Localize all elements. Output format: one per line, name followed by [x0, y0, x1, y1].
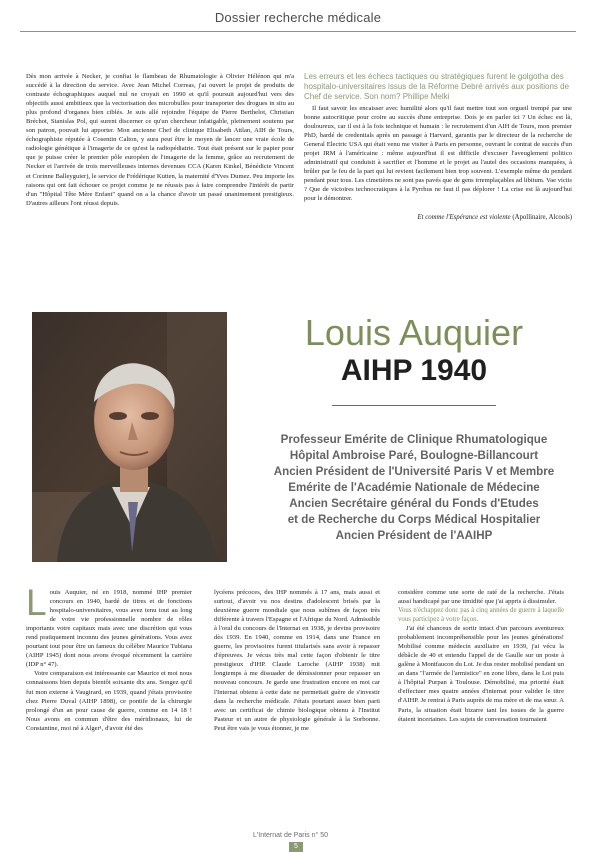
pullquote: Les erreurs et les échecs tactiques ou stratégiques furent le golgotha des hospitalo-universitaires issus de la Réforme Debré arrivés aux positions de Chef de service. Son nom? Phillipe Melki	[304, 72, 570, 101]
profile-titles	[232, 432, 596, 544]
top-right-paragraph: Il faut savoir les encaisser avec humilité alors qu'il faut mettre tout son orgueil trempé par une bonne autocritique pour croire au succès d'une entreprise. Dois je en parler ici ? Un échec est là, douloureux, car il est à la fois technique et humain : le recrutement d'un AIH de Tours, mon premier PhD, bardé de credentials après un passage à Harvard, garantis par le directeur de la recherche de General Electric USA qui était venu me visiter à Paris en personne, ouvrant le contrat de succès d'un projet IRM à l'américaine : même aujourd'hui il est difficile d'excuser l'aveuglement politico administratif qui conduisit à sacrifier et l'homme et le projet au l'autel des occasions manquées, à brûler par le feu de la part qui lui revient facilement bien trop souvent. L'exemple même du pendant pendant pour tous. Les cimetières ne sont pas pavés que de gens irremplaçables ad libitum. Vae victis ? Que de victoires technocratiques à la Pyrrhus ne faut il pas déplorer ! La crise est là aujourd'hui pour le démontrer.	[304, 105, 572, 203]
interview-paragraph: J'ai été chanceux de sortir intact d'un parcours aventureux probablement incompréhensible pour les jeunes générations! Mobilisé comme médecin auxiliaire en 1939, j'ai vécu la débâcle de 40 et entendu l'appel de de Gaulle sur un poste à galène à Montfaucon du Lot. Je dus rester mobilisé pendant un an dans "l'armée de l'armistice" en zone libre, dans le Lot puis à l'hôpital Purpan à Toulouse. Démobilisé, ma priorité était d'effectuer mes quatre années d'internat pour valider le titre d'AIHP. Je rentrai à Paris auprès de ma mère et de ma sœur. A Paris, la situation était bizarre tant les issues de la guerre étaient incertaines. Les sujets de conversation tournaient	[398, 625, 564, 723]
quote-attribution	[304, 213, 572, 222]
profile-title-line: et de Recherche du Corps Médical Hospitalier	[287, 513, 541, 526]
profile-title-line: Ancien Président de l'AAIHP	[335, 529, 493, 542]
journal-name: L'Internat de Paris n° 50	[253, 832, 328, 839]
profile-title-line: Hôpital Ambroise Paré, Boulogne-Billancourt	[289, 449, 539, 462]
bottom-column-2	[214, 588, 380, 733]
portrait-illustration	[32, 312, 227, 562]
drop-cap: L	[26, 582, 47, 623]
page-number: 5	[289, 842, 303, 852]
profile-aihp: AIHP 1940	[340, 354, 488, 387]
top-right-column	[304, 72, 572, 222]
interview-paragraph: lycéens précoces, des IHP nommés à 17 ans, mais aussi et surtout, d'avoir vu nos destins d'adolescent brisés par la deuxième guerre mondiale que nous subîmes de façon très différente à travers l'Espagne et l'Afrique du Nord. Admissible à l'oral du concours de l'Internat en 1938, je devins provisoire dès 1939. En 1940, comme en 1914, dans une France en guerre, les provisoires furent titularisés sans avoir à repasser d'épreuves. Je vécus très mal cette façon d'obtenir le titre prestigieux d'IHP. Claude Laroche (AIHP 1938) mit longtemps à me dissuader de démissionner pour repasser un nouveau concours. Je garde une frustration encore en moi car l'Internat obtenu à cette date ne permettait guère de s'investir dans la recherche médicale. J'étais pourtant assez bien parti avec un certificat de chimie biologique obtenu à l'Institut Pasteur et un autre de physiologie générale à la Sorbonne. Peut être vais je vous étonner, je me	[214, 589, 380, 732]
section-header: Dossier recherche médicale	[214, 10, 382, 25]
profile-title-line: Professeur Emérite de Clinique Rhumatologique	[280, 433, 548, 446]
bottom-column-3	[398, 588, 564, 724]
top-left-column	[26, 72, 294, 208]
interview-paragraph: Votre comparaison est intéressante car Maurice et moi nous connaissons bien depuis bientôt soixante dix ans. Songez qu'il fut mon externe à Vaugirard, en 1939, quand j'étais provisoire chez Pierre Duval (AIHP 1898), ce pontife de la chirurgie prolongé d'un an pour cause de guerre, comme en 14 18 ! Nous avons en commun d'être des méridionaux, lui de Constantine, moi né à Alger¹, d'avoir été des	[26, 670, 192, 732]
interview-paragraph: considère comme une sorte de raté de la recherche. J'étais aussi handicapé par une timidité que j'ai appris à dissimuler.	[398, 589, 564, 606]
quote-attribution-source: (Apollinaire, Alcools)	[510, 213, 572, 221]
profile-title-line: Ancien Secrétaire général du Fonds d'Etudes	[289, 497, 539, 510]
top-left-paragraph: Dès mon arrivée à Necker, je confiai le flambeau de Rhumatologie à Olivier Hélénon qui m'a succédé à la direction du service. Avec Jean Michel Correas, j'ai ouvert le projet de produits de contraste échographiques auquel nul ne croyait en 1990 et qu'il poursuit aujourd'hui vers des objectifs aussi ambitieux que la vectorisation des microbulles pour transporter des drogues in situ au plus profond d'organes bien ciblés. Je suis allé rejoindre l'équipe de Pierre Berthelot, Christian Bréchot, Stanislas Pol, qui surent discerner ce qu'un chercheur infatigable, pleinement soutenu par son patron, pouvait lui apporter. Mon ancienne Chef de clinique Elisabeth Attlan, AIH de Tours, échographiste réputée à Cosentin Calton, y aura peut être le moyen de lancer une vraie école de radiologie génétique à l'imagerie de ce qu'est la radiopédiatrie. Tout était présent sur le papier pour que je puisse créer le premier pôle européen de l'imagerie de la femme, grâce au recrutement de Necker et l'arrivée de trois merveilleuses internes devenues CCA (Karen Kinkel, Bénédicte Vincent et Corinne Balleyguier), le service de Frédérique Kutten, la maternité d'Yves Dumez. Peu importe les raisons qui ont fait échouer ce projet comme je ne réussis pas à faire comprendre l'intérêt de partir d'un "Hôpital Tête Mère Enfant" quand on a la chance d'avoir un passé unanimement prestigieux. D'autres ailleurs l'ont réussi depuis.	[26, 73, 294, 207]
interview-question: Vous n'échappez donc pas à cinq années de guerre à laquelle vous participez à votre façon.	[398, 607, 564, 624]
interview-paragraph: ouis Auquier, né en 1918, nommé IHP premier concours en 1940, bardé de titres et de fonctions hospitalo-universitaires, vous avez tenu tout au long de votre vie professionnelle nombre de rôles importants votre capitaux mais avec une discrétion qui vous rend pratiquement inconnu des jeunes générations. Vous avez pourtant tout pour être un fameux du célèbre Maurice Tubiana (AIHP 1945) dont nous avons évoqué récemment la carrière (IDP n° 47).	[26, 589, 192, 669]
bottom-column-1	[26, 582, 192, 733]
name-rule	[332, 405, 496, 406]
header-rule	[20, 31, 576, 32]
profile-title-line: Ancien Président de l'Université Paris V et Membre	[273, 465, 555, 478]
profile-name: Louis Auquier	[304, 312, 524, 353]
portrait-photo	[32, 312, 227, 562]
profile-title-line: Emérite de l'Académie Nationale de Médecine	[288, 481, 540, 494]
quote-attribution-title: Et comme l'Espérance est violente	[417, 213, 511, 221]
